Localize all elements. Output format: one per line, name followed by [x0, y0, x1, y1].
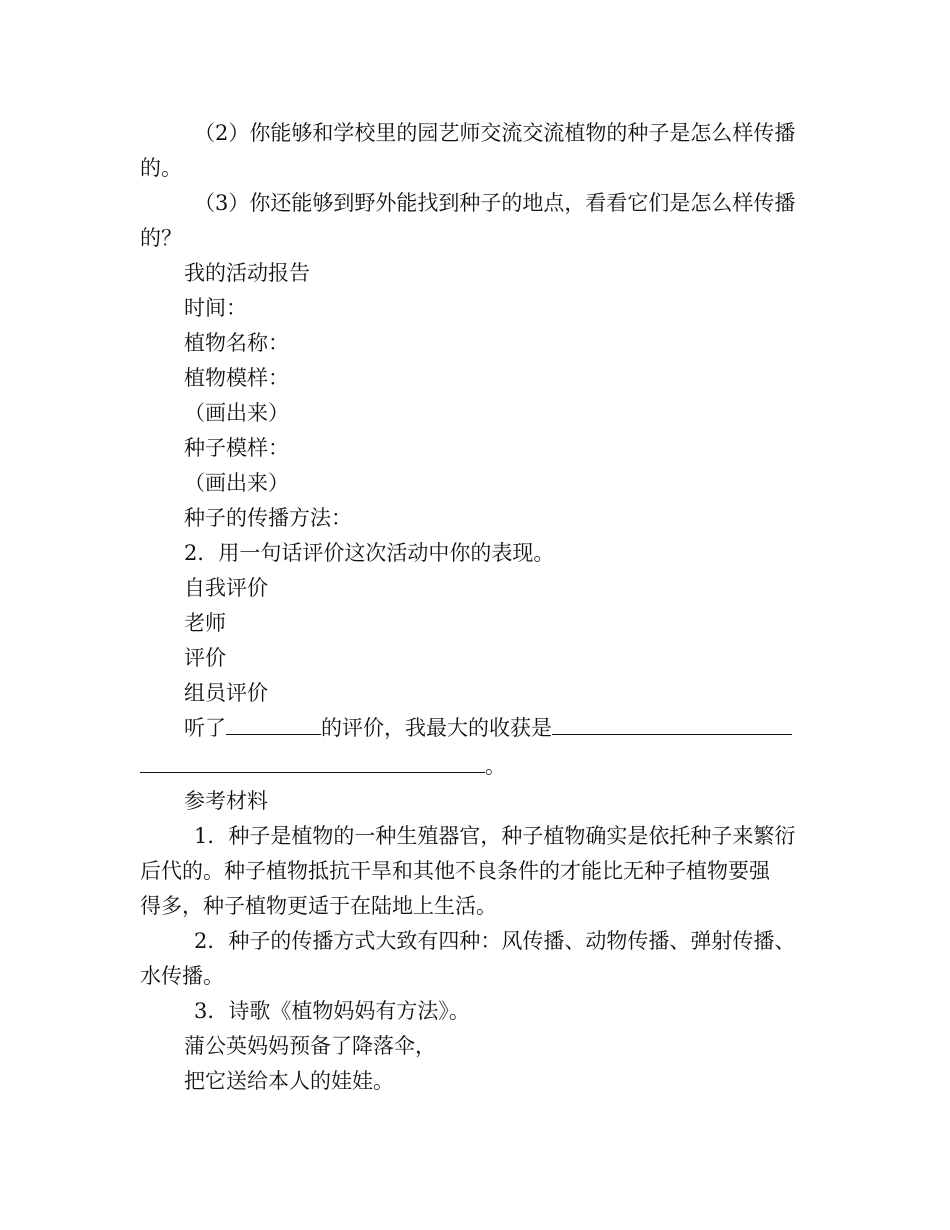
question-3-line-1: （3）你还能够到野外能找到种子的地点，看看它们是怎么样传播 [194, 191, 796, 215]
poem-line-1: 蒲公英妈妈预备了降落伞， [184, 1034, 436, 1058]
time-label: 时间： [184, 296, 247, 320]
harvest-sentence-line-2 [140, 754, 812, 780]
harvest-blank-2[interactable] [140, 754, 485, 773]
seed-shape-label: 种子模样： [184, 436, 289, 460]
reference-3-line-1: 3．诗歌《植物妈妈有方法》。 [194, 999, 470, 1023]
group-evaluation-label: 组员评价 [184, 681, 268, 705]
plant-shape-label: 植物模样： [184, 366, 289, 390]
harvest-sentence-line-1 [184, 716, 812, 742]
harvest-middle: 的评价，我最大的收获是 [321, 716, 552, 740]
evaluation-label: 评价 [184, 646, 226, 670]
question-2-line-2: 的。 [140, 156, 182, 180]
question-2-line-1: （2）你能够和学校里的园艺师交流交流植物的种子是怎么样传播 [194, 121, 796, 145]
self-evaluation-label: 自我评价 [184, 576, 268, 600]
teacher-label: 老师 [184, 611, 226, 635]
question-3-line-2: 的？ [140, 226, 182, 250]
reference-1-line-1: 1．种子是植物的一种生殖器官，种子植物确实是依托种子来繁衍 [194, 824, 796, 848]
harvest-blank-1[interactable] [552, 716, 792, 735]
evaluation-item-2: 2．用一句话评价这次活动中你的表现。 [184, 541, 555, 565]
report-title: 我的活动报告 [184, 261, 310, 285]
name-blank[interactable] [226, 716, 321, 735]
reference-2-line-2: 水传播。 [140, 964, 224, 988]
reference-1-line-2: 后代的。种子植物抵抗干旱和其他不良条件的才能比无种子植物要强 [140, 859, 770, 883]
reference-1-line-3: 得多，种子植物更适于在陆地上生活。 [140, 894, 497, 918]
reference-title: 参考材料 [184, 789, 268, 813]
draw-hint-seed: （画出来） [184, 471, 289, 495]
poem-line-2: 把它送给本人的娃娃。 [184, 1069, 394, 1093]
plant-name-label: 植物名称： [184, 331, 289, 355]
harvest-end: 。 [485, 754, 506, 778]
draw-hint-plant: （画出来） [184, 401, 289, 425]
reference-2-line-1: 2．种子的传播方式大致有四种：风传播、动物传播、弹射传播、 [194, 929, 796, 953]
harvest-prefix: 听了 [184, 716, 226, 740]
seed-method-label: 种子的传播方法： [184, 506, 352, 530]
